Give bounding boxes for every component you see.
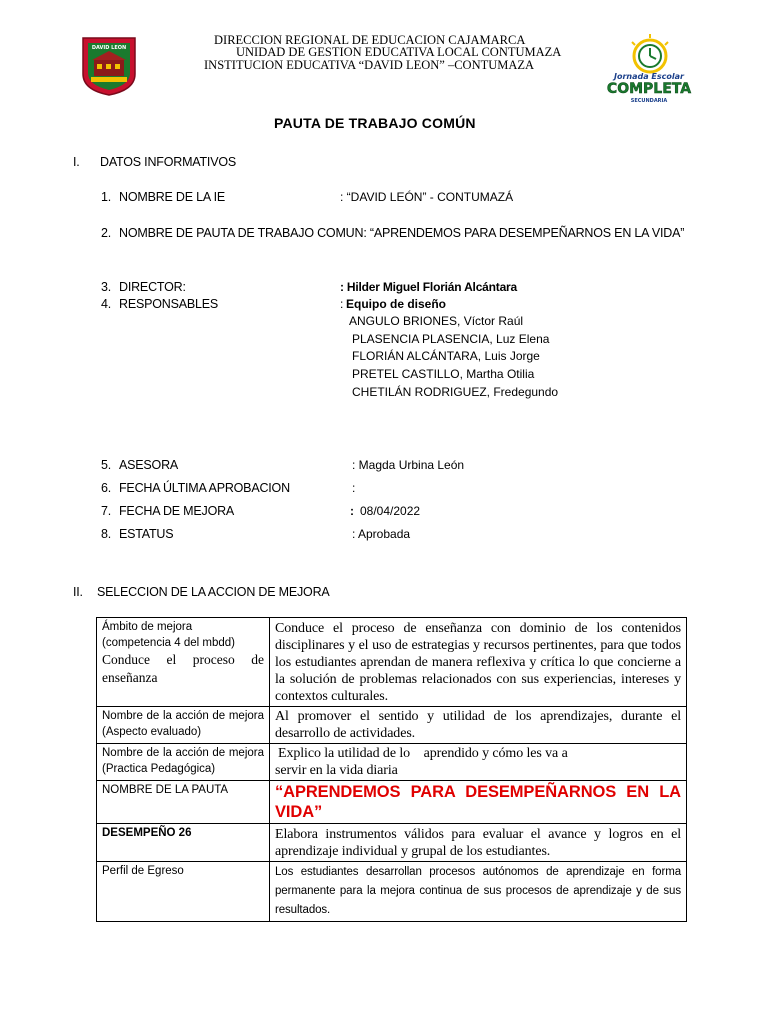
section-2-heading: SELECCION DE LA ACCION DE MEJORA — [97, 585, 330, 599]
logo-text-jornada: Jornada Escolar — [614, 72, 684, 81]
table-row — [97, 707, 687, 744]
item-1-label: NOMBRE DE LA IE — [119, 190, 226, 204]
perfil-label: Perfil de Egreso — [97, 862, 270, 922]
item-8-label: ESTATUS — [119, 527, 174, 541]
practica-label: Nombre de la acción de mejora (Practica Pedagógica) — [97, 744, 270, 781]
fecha-aprobacion-value: : — [352, 481, 356, 495]
table-row — [97, 824, 687, 862]
item-6-label: FECHA ÚLTIMA APROBACION — [119, 481, 290, 495]
item-5-number: 5. — [101, 458, 112, 472]
item-7-label: FECHA DE MEJORA — [119, 504, 235, 518]
item-3-label: DIRECTOR: — [119, 280, 186, 294]
school-logo — [77, 34, 141, 96]
table-row — [97, 744, 687, 781]
responsable-2: PLASENCIA PLASENCIA, Luz Elena — [352, 332, 550, 346]
conduce-label: Conduce el proceso de enseñanza — [102, 652, 264, 685]
logo-text-secundaria: SECUNDARIA — [630, 98, 668, 104]
responsable-4: PRETEL CASTILLO, Martha Otilia — [352, 367, 535, 381]
responsable-1: ANGULO BRIONES, Víctor Raúl — [349, 314, 524, 328]
table-label-cell — [97, 618, 270, 707]
competencia-label: (competencia 4 del mbdd) — [102, 637, 235, 649]
item-2-label: NOMBRE DE PAUTA DE TRABAJO COMUN: “APRENDEMOS PARA DESEMPEÑARNOS EN LA VIDA” — [119, 226, 685, 240]
aspecto-label: Nombre de la acción de mejora (Aspecto evaluado) — [97, 707, 270, 744]
item-6-number: 6. — [101, 481, 112, 495]
ambito-value: Conduce el proceso de enseñanza con dominio de los contenidos disciplinares y el uso de estrategias y recursos pertinentes, para que todos los estudiantes aprendan de manera reflexiva y crítica lo que concierne a la solución de problemas relacionados con sus experiencias, intereses y contextos culturales. — [270, 618, 687, 707]
desempeno-label: DESEMPEÑO 26 — [97, 824, 270, 862]
responsables-value: Equipo de diseño — [346, 297, 447, 311]
item-4-number: 4. — [101, 297, 112, 311]
item-8-number: 8. — [101, 527, 112, 541]
pauta-value: “APRENDEMOS PARA DESEMPEÑARNOS EN LA VIDA” — [270, 781, 687, 824]
director-value: : Hilder Miguel Florián Alcántara — [340, 280, 517, 294]
logo-text-completa: COMPLETA — [606, 81, 692, 97]
asesora-value: : Magda Urbina León — [352, 458, 465, 472]
header-line-2: UNIDAD DE GESTION EDUCATIVA LOCAL CONTUMAZA — [236, 45, 562, 59]
perfil-value: Los estudiantes desarrollan procesos autónomos de aprendizaje en forma permanente para la mejora continua de sus procesos de aprendizaje y de sus resultados. — [270, 862, 687, 922]
section-1-heading: DATOS INFORMATIVOS — [100, 155, 236, 169]
table-row — [97, 781, 687, 824]
item-7-number: 7. — [101, 504, 112, 518]
desempeno-value: Elabora instrumentos válidos para evaluar el avance y logros en el aprendizaje individual y grupal de los estudiantes. — [270, 824, 687, 862]
school-logo-text: DAVID LEON — [91, 45, 127, 51]
header-line-1: DIRECCION REGIONAL DE EDUCACION CAJAMARCA — [214, 33, 526, 47]
page-title: PAUTA DE TRABAJO COMÚN — [274, 115, 476, 131]
fecha-mejora-colon: : — [350, 504, 354, 518]
aspecto-value: Al promover el sentido y utilidad de los aprendizajes, durante el desarrollo de actividades. — [270, 707, 687, 744]
fecha-mejora-value: 08/04/2022 — [360, 504, 421, 518]
responsable-5: CHETILÁN RODRIGUEZ, Fredegundo — [352, 385, 559, 399]
item-4-label: RESPONSABLES — [119, 297, 219, 311]
table-row — [97, 618, 687, 707]
ambito-label: Ámbito de mejora — [102, 621, 193, 633]
responsable-3: FLORIÁN ALCÁNTARA, Luis Jorge — [352, 349, 540, 363]
section-1-number: I. — [73, 155, 80, 169]
pauta-label: NOMBRE DE LA PAUTA — [97, 781, 270, 824]
estatus-value: : Aprobada — [352, 527, 411, 541]
practica-value — [270, 744, 687, 781]
jornada-completa-logo — [600, 32, 698, 104]
section-2-number: II. — [73, 585, 83, 599]
item-1-value: : “DAVID LEÓN” - CONTUMAZÁ — [340, 190, 514, 204]
accion-mejora-table — [96, 617, 687, 922]
item-2-number: 2. — [101, 226, 112, 240]
item-5-label: ASESORA — [119, 458, 179, 472]
item-1-number: 1. — [101, 190, 112, 204]
responsables-colon: : — [340, 297, 344, 311]
header-line-3: INSTITUCION EDUCATIVA “DAVID LEON” –CONTUMAZA — [204, 58, 535, 72]
item-3-number: 3. — [101, 280, 112, 294]
practica-value-line-1: Explico la utilidad de lo aprendido y cómo les va a — [278, 746, 568, 761]
practica-value-line-2: servir en la vida diaria — [275, 763, 398, 778]
table-row — [97, 862, 687, 922]
